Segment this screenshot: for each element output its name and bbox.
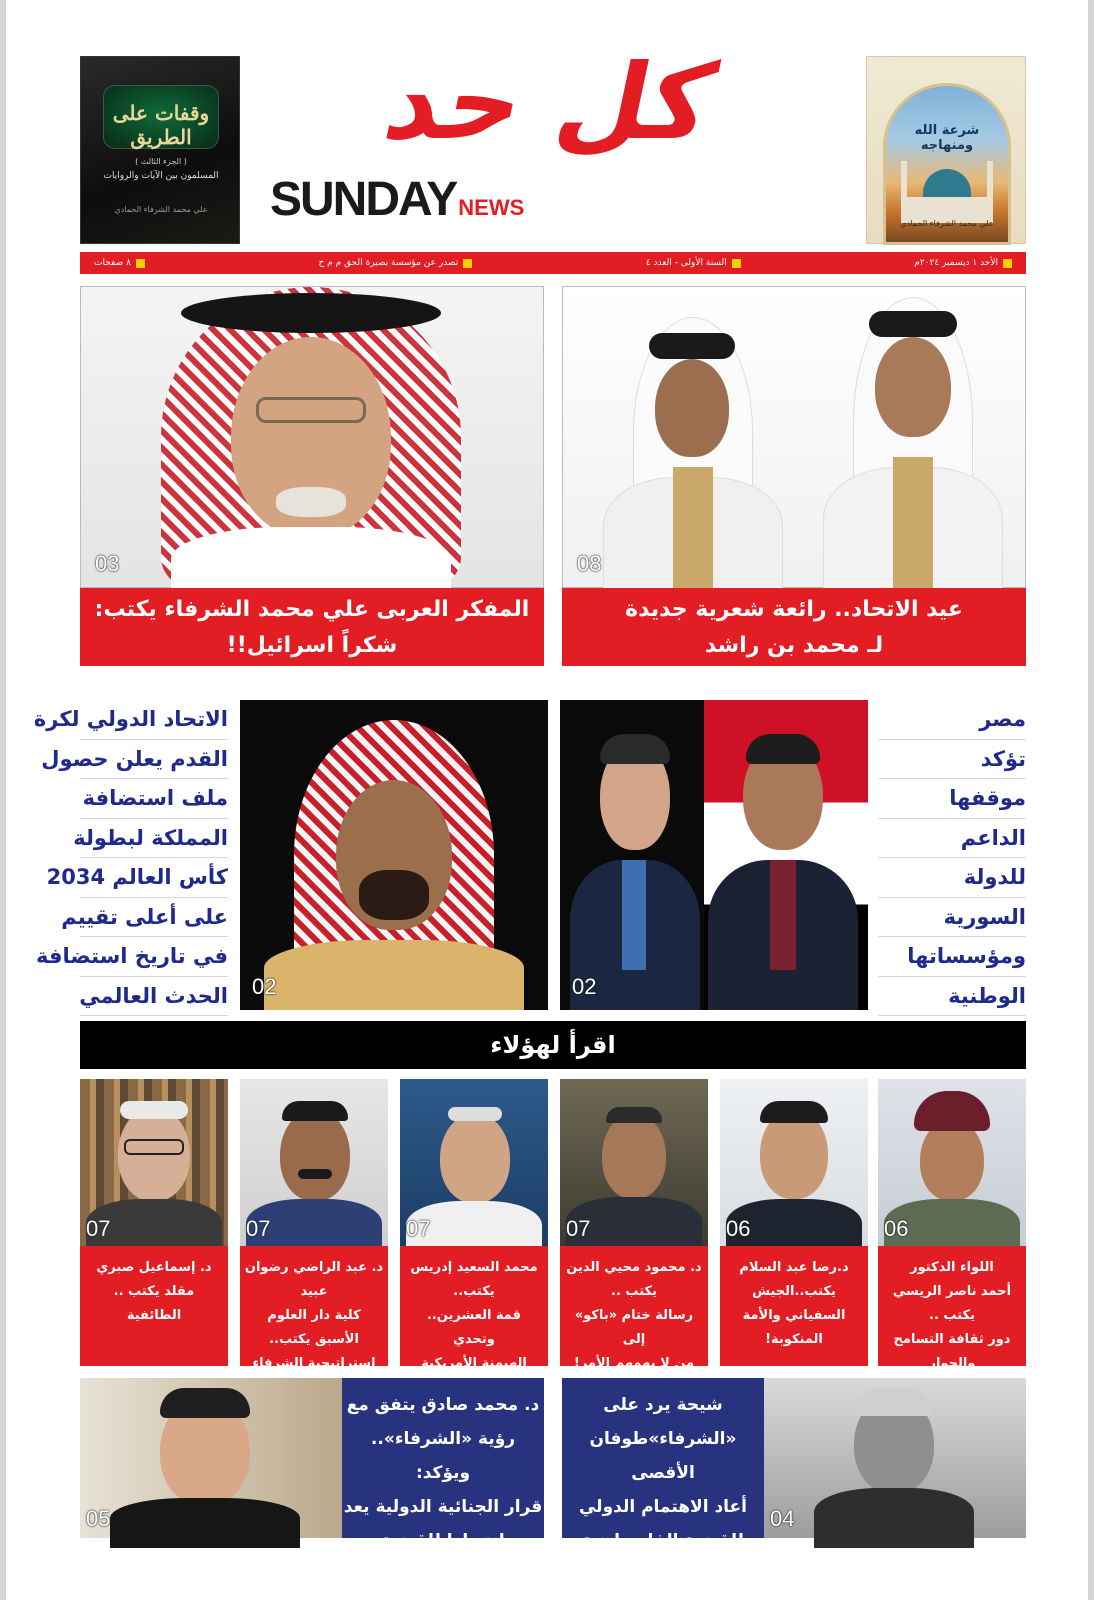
writer-photo — [560, 1079, 708, 1246]
writer-caption — [400, 1246, 548, 1371]
caption-line: قرار الجنائية الدولية يعد — [343, 1497, 543, 1517]
masthead-logo[interactable] — [270, 41, 830, 238]
writer-caption — [240, 1246, 388, 1371]
caption-line: المنكوبة! — [765, 1332, 823, 1347]
caption-line: د. إسماعيل صبري — [96, 1260, 212, 1275]
writer-photo — [720, 1079, 868, 1246]
caption-line: الطائفية — [126, 1308, 182, 1323]
masthead-english — [270, 172, 524, 227]
page-number: 08 — [577, 551, 602, 576]
lead-story-photo-2[interactable] — [80, 286, 544, 588]
minaret-right — [987, 161, 993, 223]
lead-story-photo-1[interactable] — [562, 286, 1026, 588]
date-text: الأحد ١ ديسمبر ٢٠٢٤م — [914, 258, 998, 268]
caption-line: دور ثقافة التسامح والحوار — [893, 1332, 1011, 1371]
cover-title: وقفات على الطريق — [112, 101, 210, 149]
caption-line: محمد السعيد إدريس — [410, 1260, 538, 1275]
person-figure — [708, 720, 858, 1010]
publisher-text: تصدر عن مؤسسة بصيرة الحق م م ح — [318, 258, 459, 268]
info-pages — [94, 258, 145, 268]
page-number: 06 — [726, 1216, 751, 1241]
writer-photo — [240, 1079, 388, 1246]
page-number: 06 — [884, 1216, 909, 1241]
info-publisher — [319, 258, 473, 268]
caption-line: مقلد يكتب .. — [113, 1284, 195, 1299]
person-figure — [264, 720, 524, 1010]
cover-subtitle: المسلمون بين الآيات والروايات — [103, 171, 219, 181]
text-line: موقفها — [878, 779, 1026, 819]
writer-card[interactable] — [878, 1079, 1026, 1371]
issue-text: السنة الأولى - العدد ٤ — [645, 258, 727, 268]
writer-card[interactable] — [80, 1079, 228, 1366]
bottom-story-photo — [764, 1378, 1026, 1538]
writer-caption — [878, 1246, 1026, 1371]
caption-line: يكتب..الجيش — [752, 1284, 836, 1299]
lead-story-caption-1[interactable] — [562, 588, 1026, 666]
text-line: تؤكد — [878, 740, 1026, 780]
writer-card[interactable] — [240, 1079, 388, 1371]
section-banner-read-these: اقرأ لهؤلاء — [80, 1021, 1026, 1069]
text-line: الوطنية — [878, 977, 1026, 1017]
person-figure — [813, 297, 1013, 587]
cover-right-author: علي محمد الشرفاء الحمادي — [900, 219, 994, 228]
masthead-arabic: كل حد — [374, 41, 726, 163]
caption-line: الهيمنة الأمريكية — [421, 1356, 527, 1371]
page-number: 07 — [566, 1216, 591, 1241]
caption-line: يكتب .. — [611, 1284, 657, 1299]
cover-author: علي محمد الشرفاء الحمادي — [114, 205, 208, 214]
bullet-square-icon — [732, 259, 741, 268]
book-cover-right[interactable] — [866, 56, 1026, 244]
text-line: الداعم — [878, 819, 1026, 859]
writer-card[interactable] — [560, 1079, 708, 1371]
lead-story-caption-2[interactable] — [80, 588, 544, 666]
bottom-story-caption — [342, 1378, 544, 1585]
caption-line: المفكر العربى علي محمد الشرفاء يكتب: — [94, 597, 530, 622]
bullet-square-icon — [136, 259, 145, 268]
person-figure — [603, 317, 793, 587]
story-egypt-syria-text[interactable] — [878, 700, 1026, 1016]
story-fifa-text[interactable] — [33, 700, 228, 1016]
caption-line: د. محمد صادق يتفق مع — [346, 1395, 540, 1415]
text-line: ملف استضافة — [80, 779, 228, 819]
info-bar — [80, 252, 1026, 274]
caption-line: للقضية الفلسطينية — [582, 1531, 744, 1551]
caption-line: لـ محمد بن راشد — [704, 633, 884, 658]
caption-line: رسالة ختام «باكو» إلى — [574, 1308, 694, 1347]
writer-photo — [400, 1079, 548, 1246]
writer-card[interactable] — [400, 1079, 548, 1371]
info-issue — [646, 258, 741, 268]
header — [80, 41, 1026, 246]
page-number: 02 — [252, 974, 277, 999]
text-line: الحدث العالمي — [80, 977, 228, 1017]
caption-line: أعاد الاهتمام الدولي — [578, 1497, 748, 1517]
caption-line: قمة العشرين.. وتحدي — [426, 1308, 522, 1347]
caption-line: عيد الاتحاد.. رائعة شعرية جديدة — [625, 597, 963, 622]
page-number: 03 — [95, 551, 120, 576]
writer-photo — [878, 1079, 1026, 1246]
text-line: مصر — [878, 700, 1026, 740]
bottom-story-caption — [562, 1378, 764, 1551]
writer-caption — [720, 1246, 868, 1366]
person-figure — [141, 287, 481, 589]
book-cover-left[interactable] — [80, 56, 240, 244]
bottom-story-2[interactable] — [80, 1378, 544, 1585]
bottom-story-photo — [80, 1378, 342, 1538]
caption-line: اللواء الدكتور — [910, 1260, 994, 1275]
bottom-story-1[interactable] — [562, 1378, 1026, 1551]
writer-caption — [80, 1246, 228, 1366]
story-egypt-syria-photo[interactable] — [560, 700, 868, 1010]
caption-line: د. عبد الراضي رضوان عبيد — [244, 1260, 384, 1299]
page-number: 02 — [572, 974, 597, 999]
text-line: على أعلى تقييم — [80, 898, 228, 938]
caption-line: من لا يهمهم الأمر! — [573, 1356, 695, 1371]
cover-right-title: شرعة الله ومنهاجه — [914, 123, 980, 153]
caption-line: د. محمود محيي الدين — [566, 1260, 702, 1275]
pages-text: ٨ صفحات — [94, 258, 131, 268]
caption-line: كلية دار العلوم الأسبق يكتب.. — [267, 1308, 361, 1347]
page-number: 07 — [86, 1216, 111, 1241]
cover-part: ( الجزء الثالث ) — [135, 157, 187, 166]
text-line: للدولة — [878, 858, 1026, 898]
caption-line: رؤية «الشرفاء».. ويؤكد: — [370, 1429, 516, 1483]
bullet-square-icon — [463, 259, 472, 268]
caption-line: شيحة يرد على — [603, 1395, 723, 1415]
page-number: 07 — [246, 1216, 271, 1241]
page-number: 04 — [770, 1506, 795, 1531]
caption-line: انتصارا للقضية الفلسطينية — [381, 1531, 505, 1585]
writer-caption — [560, 1246, 708, 1371]
caption-line: د.رضا عبد السلام — [739, 1260, 849, 1275]
text-line: ومؤسساتها — [878, 937, 1026, 977]
info-date — [914, 258, 1012, 268]
caption-line: شكراً اسرائيل!! — [226, 633, 398, 658]
text-line: القدم يعلن حصول — [80, 740, 228, 780]
page-number: 07 — [406, 1216, 431, 1241]
text-line: في تاريخ استضافة — [80, 937, 228, 977]
text-line: المملكة لبطولة — [80, 819, 228, 859]
caption-line: السفياني والأمة — [742, 1308, 846, 1323]
person-figure — [570, 720, 700, 1010]
masthead-news: NEWS — [458, 195, 525, 220]
bullet-square-icon — [1003, 259, 1012, 268]
page-number: 05 — [86, 1506, 111, 1531]
masthead-sunday: SUNDAY — [270, 173, 457, 226]
caption-line: يكتب.. — [453, 1284, 495, 1299]
text-line: السورية — [878, 898, 1026, 938]
text-line: الاتحاد الدولي لكرة — [80, 700, 228, 740]
writer-card[interactable] — [720, 1079, 868, 1366]
story-fifa-photo[interactable] — [240, 700, 548, 1010]
writer-photo — [80, 1079, 228, 1246]
caption-line: أحمد ناصر الريسي يكتب .. — [892, 1284, 1012, 1323]
text-line: كأس العالم 2034 — [80, 858, 228, 898]
caption-line: «الشرفاء»طوفان الأقصى — [589, 1429, 737, 1483]
caption-line: استراتيجية الشرفاء — [252, 1356, 376, 1371]
